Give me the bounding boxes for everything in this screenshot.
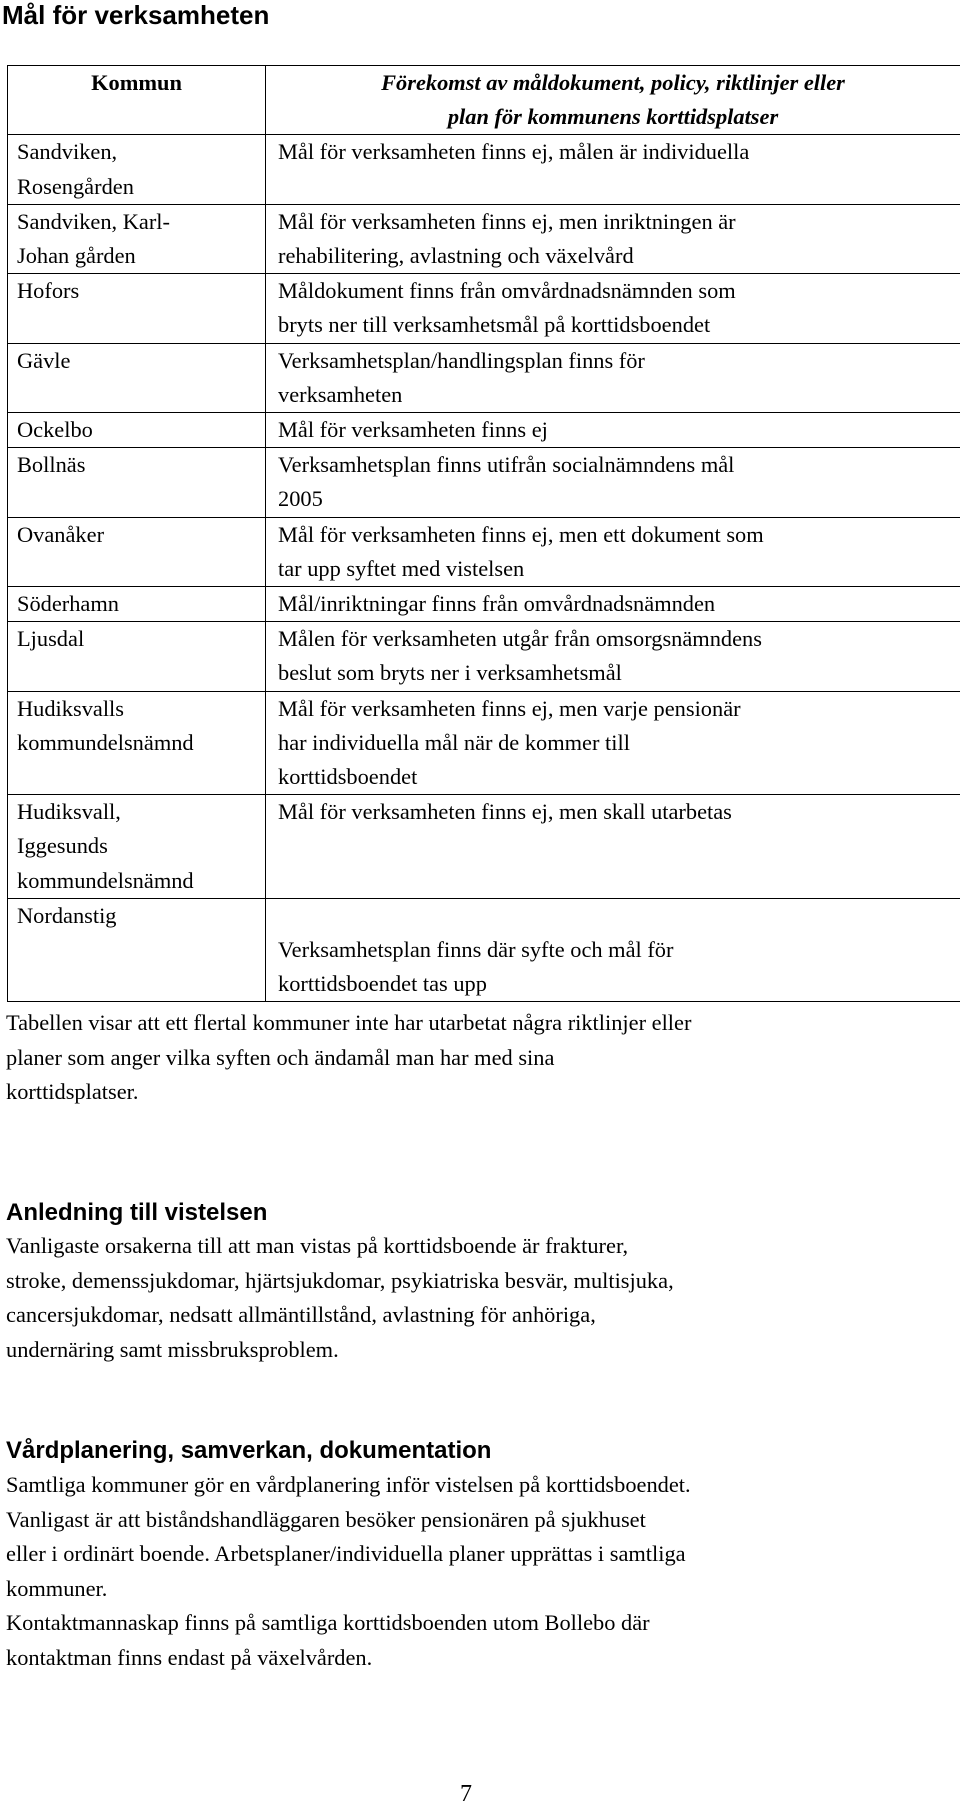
kommun-cell (8, 343, 266, 412)
description-line: Mål för verksamheten finns ej, men skall utarbetas (278, 795, 954, 829)
kommun-line: Iggesunds (17, 829, 259, 863)
description-cell (266, 413, 960, 448)
kommun-line: Nordanstig (17, 899, 259, 933)
description-line: Mål för verksamheten finns ej, men ett dokument som (278, 518, 954, 552)
table-row (8, 448, 960, 517)
anledning-paragraph: Vanligaste orsakerna till att man vistas på korttidsboende är frakturer, stroke, demenssjukdomar, hjärtsjukdomar, psykiatriska besvär, multisjuka, cancersjukdomar, nedsatt allmäntillstånd, avlastning för anhöriga, undernäring samt missbruksproblem. (6, 1229, 956, 1367)
description-line: verksamheten (278, 378, 954, 412)
description-line: korttidsboendet tas upp (278, 967, 954, 1001)
table-row (8, 413, 960, 448)
table-row (8, 622, 960, 691)
section-heading-vardplanering: Vårdplanering, samverkan, dokumentation (6, 1436, 491, 1466)
kommun-cell (8, 413, 266, 448)
kommun-line: Hudiksvall, (17, 795, 259, 829)
table-row (8, 343, 960, 412)
description-cell (266, 898, 960, 1002)
table-row (8, 795, 960, 899)
table-row (8, 517, 960, 586)
description-line: Mål för verksamheten finns ej, men inriktningen är (278, 205, 954, 239)
kommun-line: kommundelsnämnd (17, 864, 259, 898)
description-cell (266, 517, 960, 586)
kommun-cell (8, 587, 266, 622)
description-line: korttidsboendet (278, 760, 954, 794)
kommun-cell (8, 622, 266, 691)
description-line: 2005 (278, 482, 954, 516)
description-line: Verksamhetsplan finns där syfte och mål för (278, 933, 954, 967)
kommun-line: Johan gården (17, 239, 259, 273)
table-row (8, 204, 960, 273)
description-cell (266, 204, 960, 273)
kommun-line: Hudiksvalls (17, 692, 259, 726)
table-body (8, 135, 960, 1002)
description-cell (266, 135, 960, 204)
description-line: Målen för verksamheten utgår från omsorgsnämndens (278, 622, 954, 656)
description-line: Mål/inriktningar finns från omvårdnadsnämnden (278, 587, 954, 621)
description-line: Verksamhetsplan/handlingsplan finns för (278, 344, 954, 378)
kommun-cell (8, 135, 266, 204)
kommun-cell (8, 898, 266, 1002)
kommun-line: Ljusdal (17, 622, 259, 656)
description-line: Mål för verksamheten finns ej (278, 413, 954, 447)
kommun-cell (8, 204, 266, 273)
description-line: beslut som bryts ner i verksamhetsmål (278, 656, 954, 690)
kommun-line: kommundelsnämnd (17, 726, 259, 760)
description-line: bryts ner till verksamhetsmål på korttidsboendet (278, 308, 954, 342)
summary-paragraph: Tabellen visar att ett flertal kommuner inte har utarbetat några riktlinjer eller planer som anger vilka syften och ändamål man har med sina korttidsplatser. (6, 1006, 956, 1110)
goals-table (7, 65, 960, 1002)
description-line: Mål för verksamheten finns ej, men varje pensionär (278, 692, 954, 726)
description-cell (266, 448, 960, 517)
kommun-cell (8, 274, 266, 343)
description-cell (266, 795, 960, 899)
page-number: 7 (460, 1782, 472, 1806)
description-line: rehabilitering, avlastning och växelvård (278, 239, 954, 273)
description-line: har individuella mål när de kommer till (278, 726, 954, 760)
description-cell (266, 274, 960, 343)
kommun-line: Ockelbo (17, 413, 259, 447)
kommun-line: Rosengården (17, 170, 259, 204)
kommun-line: Hofors (17, 274, 259, 308)
kommun-line: Söderhamn (17, 587, 259, 621)
description-line: Måldokument finns från omvårdnadsnämnden som (278, 274, 954, 308)
description-cell (266, 343, 960, 412)
table-row (8, 898, 960, 1002)
table-row (8, 691, 960, 795)
header-kommun: Kommun (8, 66, 266, 135)
table-header-row (8, 66, 960, 135)
kommun-line: Gävle (17, 344, 259, 378)
kommun-line: Ovanåker (17, 518, 259, 552)
kommun-line: Sandviken, Karl- (17, 205, 259, 239)
header-description: Förekomst av måldokument, policy, riktlinjer eller plan för kommunens korttidsplatser (266, 66, 960, 135)
kommun-line: Bollnäs (17, 448, 259, 482)
section-heading-anledning: Anledning till vistelsen (6, 1198, 267, 1228)
table-row (8, 587, 960, 622)
kommun-line: Sandviken, (17, 135, 259, 169)
description-line: tar upp syftet med vistelsen (278, 552, 954, 586)
kommun-cell (8, 795, 266, 899)
description-line (278, 899, 954, 933)
description-line: Verksamhetsplan finns utifrån socialnämndens mål (278, 448, 954, 482)
description-cell (266, 691, 960, 795)
description-cell (266, 587, 960, 622)
vardplanering-paragraph: Samtliga kommuner gör en vårdplanering inför vistelsen på korttidsboendet. Vanligast är att biståndshandläggaren besöker pensionären på sjukhuset eller i ordinärt boende. Arbetsplaner/individuella planer upprättas i samtliga kommuner. Kontaktmannaskap finns på samtliga korttidsboenden utom Bollebo där kontaktman finns endast på växelvården. (6, 1468, 956, 1675)
kommun-cell (8, 691, 266, 795)
table-row (8, 135, 960, 204)
table-row (8, 274, 960, 343)
description-line: Mål för verksamheten finns ej, målen är individuella (278, 135, 954, 169)
page-title: Mål för verksamheten (2, 0, 269, 30)
kommun-cell (8, 517, 266, 586)
description-cell (266, 622, 960, 691)
kommun-cell (8, 448, 266, 517)
